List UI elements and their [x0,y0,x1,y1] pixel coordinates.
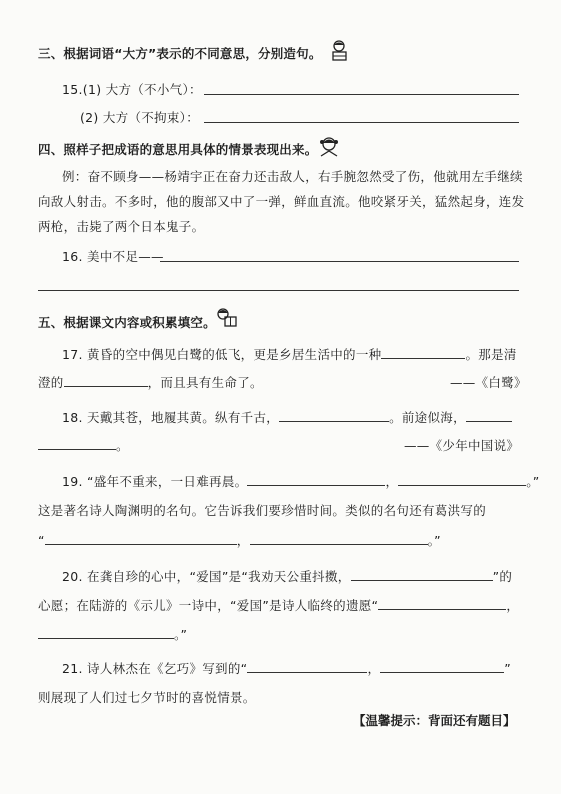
q18-blank-2b[interactable] [38,437,116,450]
q18-text-c: 。 [116,438,129,453]
q19-blank-1[interactable] [247,473,385,486]
q17-text-d: ，而且具有生命了。 [147,375,263,390]
q15-2-answer-line[interactable] [204,122,519,123]
q19-text-c: 。” [526,474,540,489]
q21-blank-2[interactable] [380,660,504,673]
q19-blank-2[interactable] [398,473,526,486]
q20-blank-2[interactable] [378,597,506,610]
q18-source: ——《少年中国说》 [404,438,520,453]
q16-label: 16. 美中不足—— [62,249,164,264]
q19-text-b: ， [385,474,399,489]
section5-title: 五、根据课文内容或积累填空。 [38,315,216,330]
q20-text-e: 。” [174,627,188,642]
example-line-3: 两枪，击毙了两个日本鬼子。 [38,219,205,234]
q17-text-a: 17. 黄昏的空中偶见白鹭的低飞，更是乡居生活中的一种 [62,347,382,362]
q18-text-a: 18. 天戴其苍，地履其黄。纵有千古， [62,410,280,425]
q21-text-b: ， [367,661,381,676]
q17-text-b: 。那是清 [465,347,517,362]
q20-text-b: ”的 [492,569,513,584]
q21-blank-1[interactable] [247,660,367,673]
q19-text-e: “ [38,533,45,548]
q17-text-c: 澄的 [38,375,64,390]
q19-blank-4[interactable] [250,532,428,545]
q17-source: ——《白鹭》 [450,375,527,390]
student-writing-icon [330,40,350,62]
q20-text-d: ， [506,598,520,613]
footer-tip: 【温馨提示：背面还有题目】 [353,713,516,728]
q20-blank-3[interactable] [38,626,174,639]
reading-child-icon [214,307,238,329]
q20-text-c: 心愿；在陆游的《示儿》一诗中，“爱国”是诗人临终的遗愿“ [38,598,379,613]
q17-blank-2[interactable] [64,374,148,387]
q19-text-d: 这是著名诗人陶渊明的名句。它告诉我们要珍惜时间。类似的名句还有葛洪写的 [38,503,487,518]
q16-answer-line-2[interactable] [38,290,519,291]
q19-text-a: 19. “盛年不重来，一日难再晨。 [62,474,248,489]
example-line-1: 例：奋不顾身——杨靖宇正在奋力还击敌人，右手腕忽然受了伤，他就用左手继续 [62,169,523,184]
q19-text-f: ， [236,533,250,548]
q21-text-a: 21. 诗人林杰在《乞巧》写到的“ [62,661,248,676]
q15-1-label: 15.(1) 大方（不小气）： [62,82,202,97]
q15-2-label: (2) 大方（不拘束）： [80,110,200,125]
q19-blank-3[interactable] [45,532,237,545]
section3-title: 三、根据词语“大方”表示的不同意思，分别造句。 [38,46,322,61]
girl-reading-icon [318,136,340,158]
q15-1-answer-line[interactable] [204,94,519,95]
q20-blank-1[interactable] [351,568,493,581]
q18-text-b: 。前途似海， [389,410,466,425]
section4-title: 四、照样子把成语的意思用具体的情景表现出来。 [38,142,318,157]
q19-text-g: 。” [427,533,441,548]
q18-blank-1[interactable] [279,409,389,422]
q21-text-c: ” [504,661,512,676]
q18-blank-2a[interactable] [466,409,512,422]
example-line-2: 向敌人射击。不多时，他的腹部又中了一弹，鲜血直流。他咬紧牙关，猛然起身，连发 [38,194,525,209]
q16-answer-line-1[interactable] [160,261,519,262]
q17-blank-1[interactable] [381,346,465,359]
q21-text-d: 则展现了人们过七夕节时的喜悦情景。 [38,690,256,705]
q20-text-a: 20. 在龚自珍的心中，“爱国”是“我劝天公重抖擞， [62,569,351,584]
